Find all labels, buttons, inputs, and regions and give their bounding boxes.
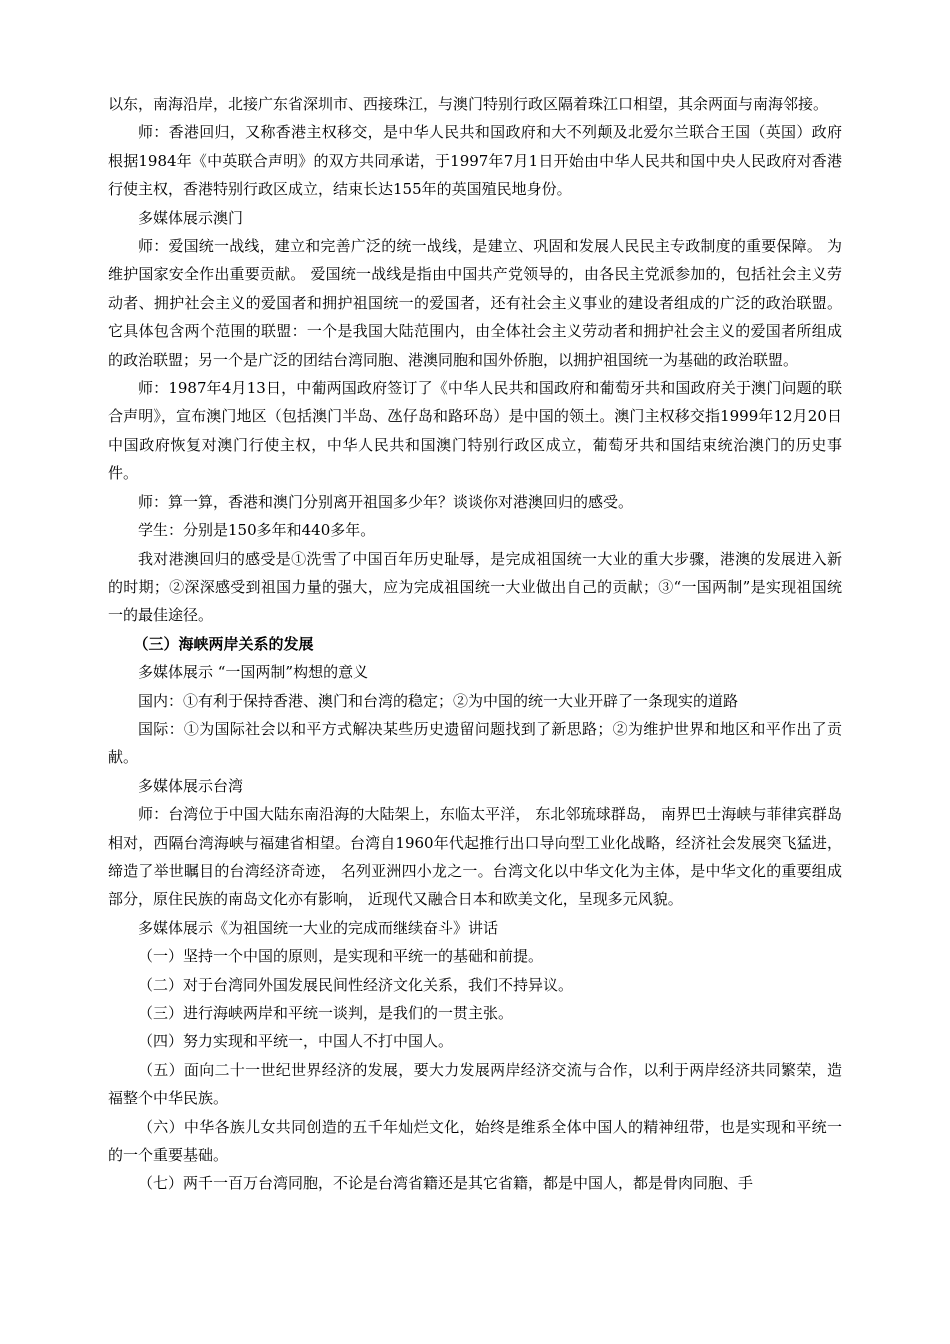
paragraph-student-answer: 学生：分别是150多年和440多年。 xyxy=(138,521,376,540)
list-item-point-5: （五）面向二十一世纪世界经济的发展，要大力发展两岸经济交流与合作，以利于两岸经济共同繁荣，造福整个中华民族。 xyxy=(108,1060,842,1108)
paragraph-united-front: 师：爱国统一战线，建立和完善广泛的统一战线，是建立、巩固和发展人民民主专政制度的重要保障。 为维护国家安全作出重要贡献。 爱国统一战线是指由中国共产党领导的，由各民主党派参加的，包括社会主义劳动者、拥护社会主义的爱国者和拥护祖国统一的爱国者，还有社会主义事业的建设者组成的广泛的政治联盟。它具体包含两个范围的联盟：一个是我国大陆范围内，由全体社会主义劳动者和拥护社会主义的爱国者所组成的政治联盟；另一个是广泛的团结台湾同胞、港澳同胞和国外侨胞，以拥护祖国统一为基础的政治联盟。 xyxy=(108,237,842,369)
paragraph-multimedia-speech: 多媒体展示《为祖国统一大业的完成而继续奋斗》讲话 xyxy=(138,918,499,937)
list-item-point-1: （一）坚持一个中国的原则，是实现和平统一的基础和前提。 xyxy=(138,947,544,966)
paragraph-hongkong-return: 师：香港回归，又称香港主权移交，是中华人民共和国政府和大不列颠及北爱尔兰联合王国（英国）政府根据1984年《中英联合声明》的双方共同承诺，于1997年7月1日开始由中华人民共和国中央人民政府对香港行使主权，香港特别行政区成立，结束长达155年的英国殖民地身份。 xyxy=(108,123,842,199)
paragraph-macau-return: 师：1987年4月13日，中葡两国政府签订了《中华人民共和国政府和葡萄牙共和国政府关于澳门问题的联合声明》，宣布澳门地区（包括澳门半岛、氹仔岛和路环岛）是中国的领土。澳门主权移交指1999年12月20日中国政府恢复对澳门行使主权，中华人民共和国澳门特别行政区成立，葡萄牙共和国结束统治澳门的历史事件。 xyxy=(108,379,842,483)
paragraph-taiwan-description: 师：台湾位于中国大陆东南沿海的大陆架上，东临太平洋， 东北邻琉球群岛， 南界巴士海峡与菲律宾群岛相对，西隔台湾海峡与福建省相望。台湾自1960年代起推行出口导向型工业化战略，经济社会发展突飞猛进，缔造了举世瞩目的台湾经济奇迹， 名列亚洲四小龙之一。台湾文化以中华文化为主体，是中华文化的重要组成部分，原住民族的南岛文化亦有影响， 近现代又融合日本和欧美文化，呈现多元风貌。 xyxy=(108,805,842,909)
list-item-point-7: （七）两千一百万台湾同胞，不论是台湾省籍还是其它省籍，都是中国人，都是骨肉同胞、手 xyxy=(138,1174,754,1193)
paragraph-teacher-question: 师：算一算，香港和澳门分别离开祖国多少年？谈谈你对港澳回归的感受。 xyxy=(138,492,634,511)
paragraph-hongkong-location: 以东，南海沿岸，北接广东省深圳市、西接珠江，与澳门特别行政区隔着珠江口相望，其余两面与南海邻接。 xyxy=(108,95,829,113)
paragraph-domestic: 国内：①有利于保持香港、澳门和台湾的稳定；②为中国的统一大业开辟了一条现实的道路 xyxy=(138,691,739,710)
paragraph-international: 国际：①为国际社会以和平方式解决某些历史遗留问题找到了新思路；②为维护世界和地区和平作出了贡献。 xyxy=(108,719,842,767)
list-item-point-4: （四）努力实现和平统一，中国人不打中国人。 xyxy=(138,1032,454,1051)
document-page xyxy=(108,90,842,1198)
paragraph-multimedia-one-country: 多媒体展示 “一国两制”构想的意义 xyxy=(138,663,369,682)
paragraph-feelings: 我对港澳回归的感受是①洗雪了中国百年历史耻辱，是完成祖国统一大业的重大步骤，港澳的发展进入新的时期；②深深感受到祖国力量的强大，应为完成祖国统一大业做出自己的贡献；③“一国两制”是实现祖国统一的最佳途径。 xyxy=(108,549,842,625)
list-item-point-3: （三）进行海峡两岸和平统一谈判，是我们的一贯主张。 xyxy=(138,1004,514,1022)
list-item-point-6: （六）中华各族儿女共同创造的五千年灿烂文化，始终是维系全体中国人的精神纽带，也是实现和平统一的一个重要基础。 xyxy=(108,1117,842,1165)
list-item-point-2: （二）对于台湾同外国发展民间性经济文化关系，我们不持异议。 xyxy=(138,975,574,994)
paragraph-multimedia-taiwan: 多媒体展示台湾 xyxy=(138,776,244,795)
paragraph-multimedia-macau: 多媒体展示澳门 xyxy=(138,208,244,227)
section-heading-cross-strait: （三）海峡两岸关系的发展 xyxy=(133,634,314,653)
